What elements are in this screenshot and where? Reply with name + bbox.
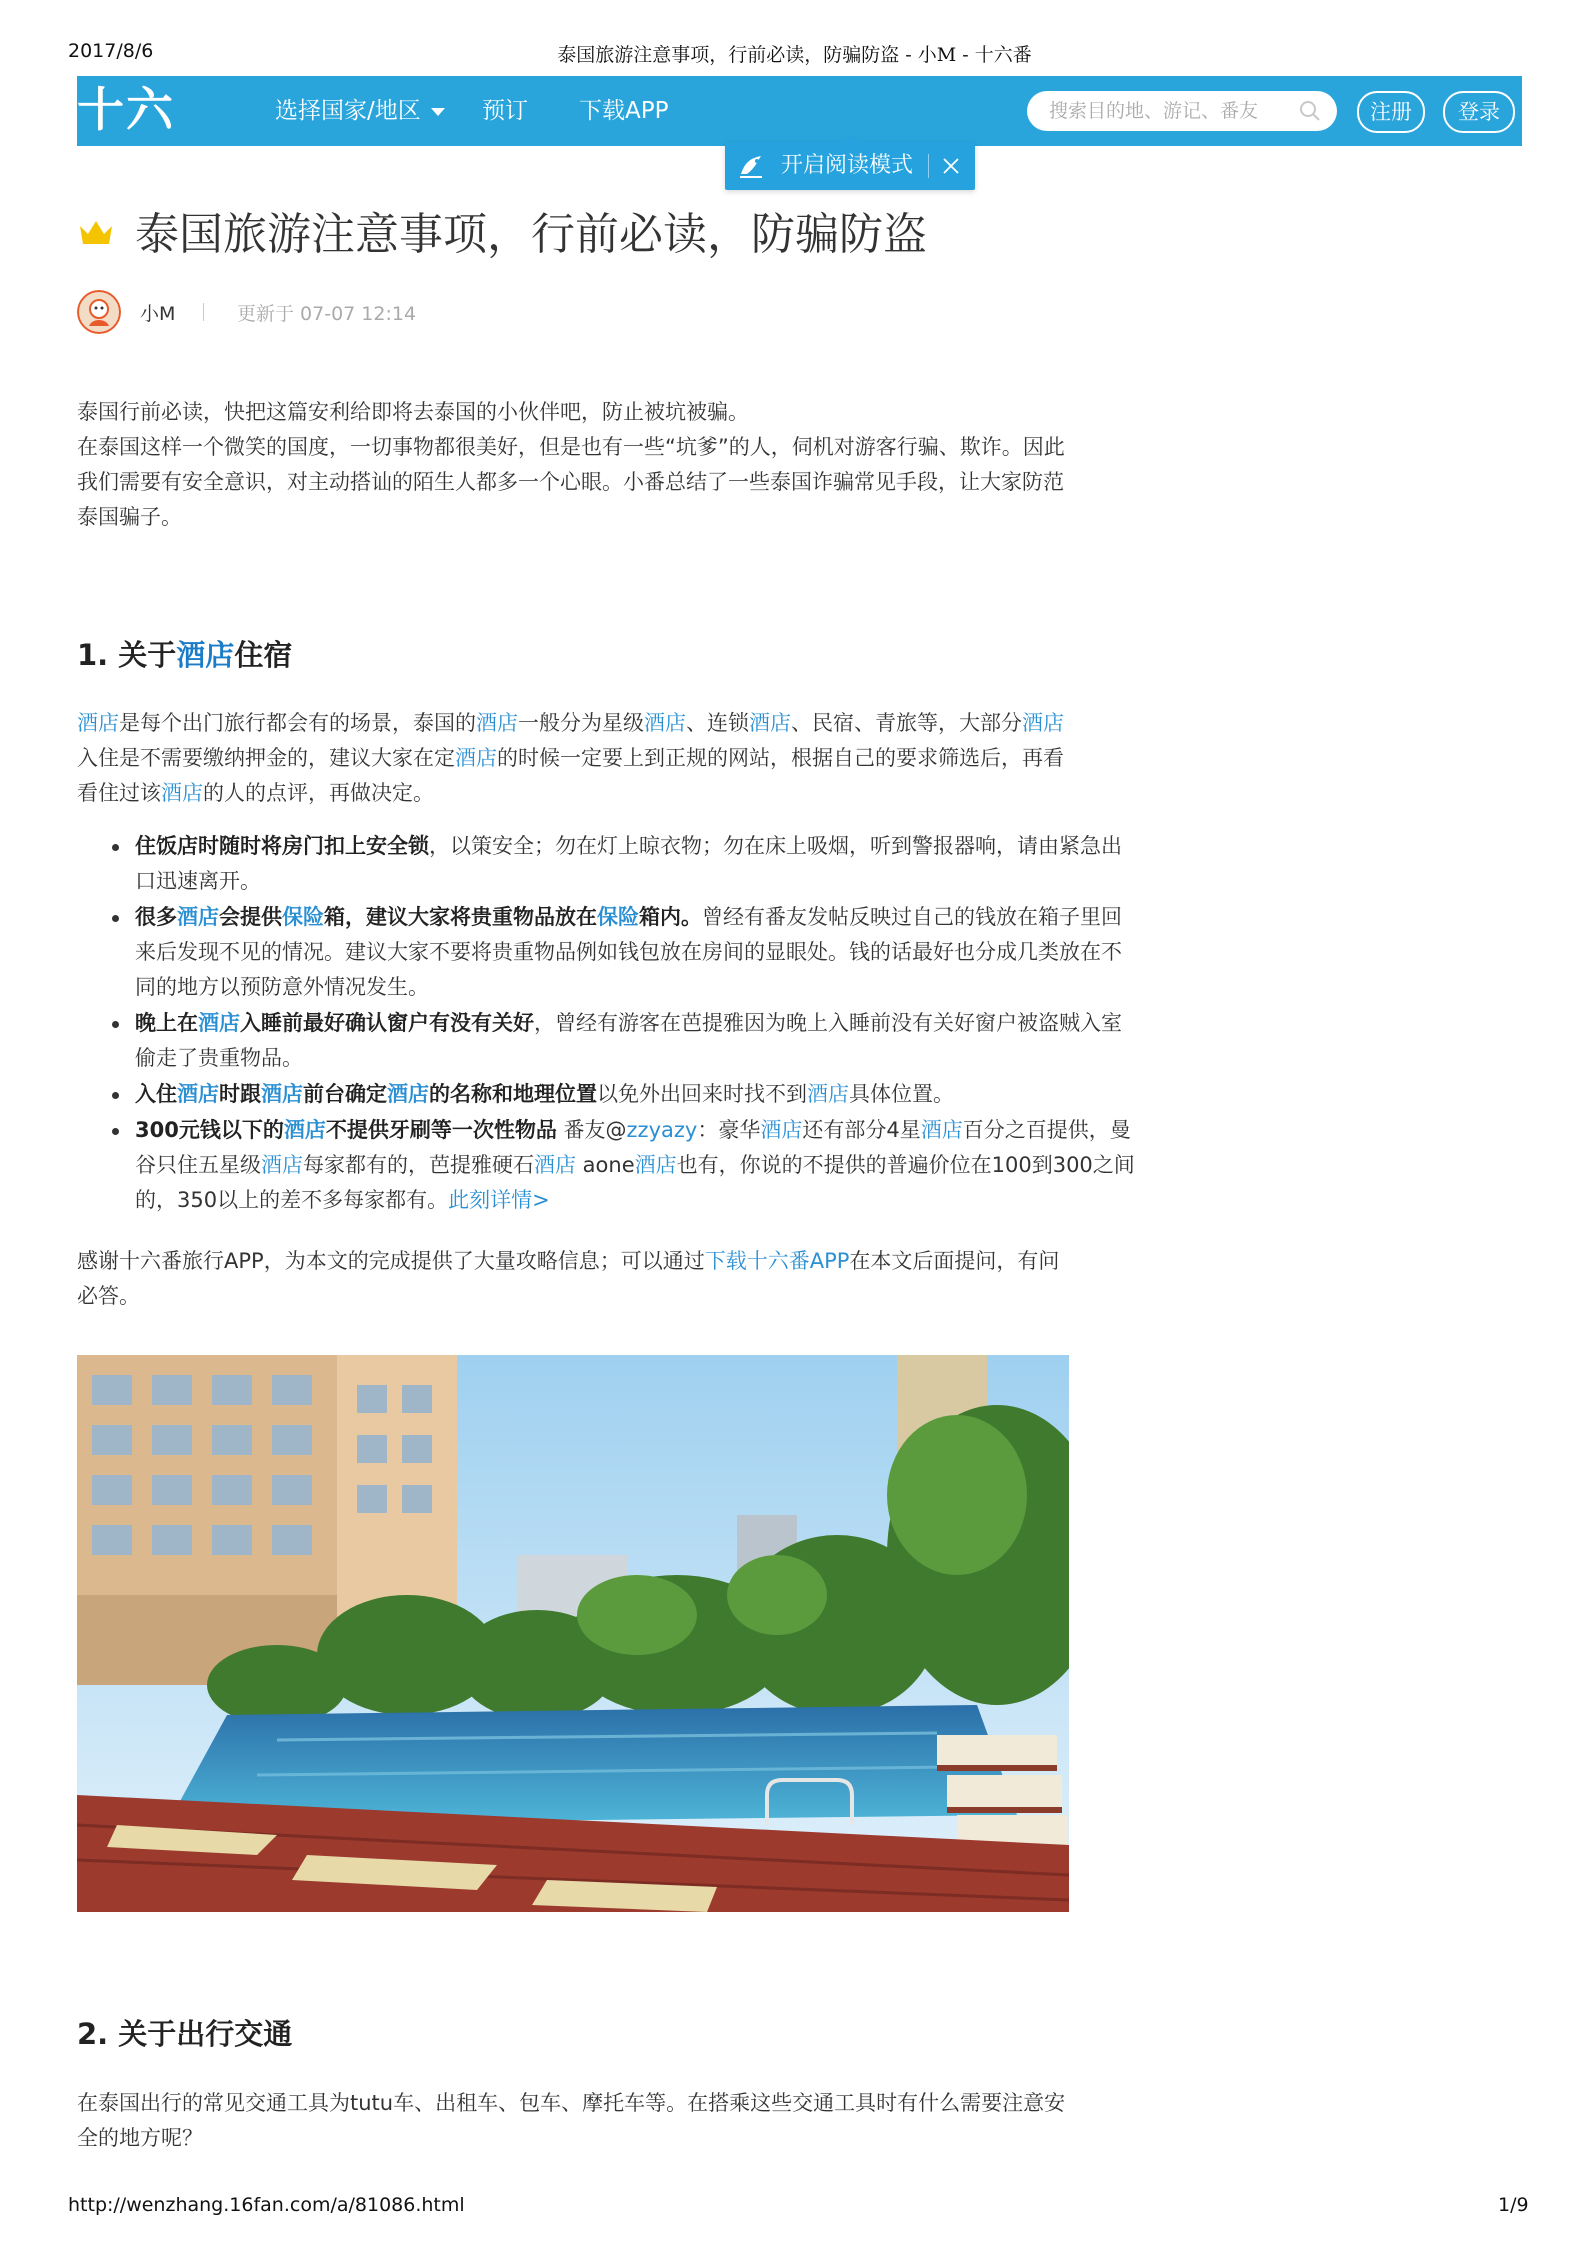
text: aone [576,1153,635,1177]
reader-mode-popup [725,142,975,190]
tip-text: ，以策安全；勿在灯上晾衣物；勿在床上吸烟，听到警报器响，请由紧急出口迅速离开。 [135,834,1122,893]
text: 箱内。 [639,905,702,929]
text: 是每个出门旅行都会有的场景，泰国的 [119,711,476,735]
text: 、连锁 [686,711,749,735]
tip-bold [135,905,702,929]
author-name[interactable]: 小M [140,303,176,325]
user-link[interactable]: zzyazy [626,1118,698,1142]
text: ：豪华 [697,1118,761,1142]
keyword-link[interactable]: 酒店 [920,1118,963,1142]
hotel-pool-photo [77,1355,1069,1912]
divider [928,154,929,178]
section-heading-hotel [77,635,292,675]
text: 入住 [135,1082,177,1106]
intro-paragraph: 泰国行前必读，快把这篇安利给即将去泰国的小伙伴吧，防止被坑被骗。 [77,400,749,424]
keyword-link[interactable]: 酒店 [177,1082,219,1106]
print-date: 2017/8/6 [68,40,154,62]
keyword-link[interactable]: 酒店 [283,1118,326,1142]
keyword-link[interactable]: 酒店 [807,1082,849,1106]
text: 每家都有的，芭提雅硬石 [303,1153,534,1177]
download-app-link[interactable]: 下载十六番APP [704,1249,850,1273]
text: 入住是不需要缴纳押金的，建议大家在定 [77,746,455,770]
text: 一般分为星级 [518,711,644,735]
close-icon[interactable] [939,154,963,178]
login-button[interactable]: 登录 [1443,91,1515,133]
keyword-link[interactable]: 酒店 [644,711,686,735]
crown-icon [78,218,114,248]
print-page-number: 1/9 [1498,2194,1529,2216]
keyword-link[interactable]: 酒店 [476,711,518,735]
more-details-link[interactable]: 此刻详情> [448,1188,550,1212]
tip-text: 曾经有番友发帖反映过自己的钱放在箱子里回来后发现不见的情况。建议大家不要将贵重物品例如钱包放在房间的显眼处。钱的话最好也分成几类放在不同的地方以预防意外情况发生。 [135,905,1122,999]
text: 感谢十六番旅行APP，为本文的完成提供了大量攻略信息；可以通过 [77,1249,705,1273]
text: 的时候一定要上到正规的网站，根据自己的要求筛选后，再看看住过该 [77,746,1064,805]
tip-bold [135,1082,597,1106]
photo-illustration [77,1355,1069,1912]
text: 箱，建议大家将贵重物品放在 [324,905,597,929]
keyword-link[interactable]: 酒店 [534,1153,576,1177]
divider [203,303,204,321]
keyword-link[interactable]: 保险 [597,905,639,929]
text: 不提供牙刷等一次性物品 [325,1118,557,1142]
print-header [0,40,1589,70]
transport-paragraph: 在泰国出行的常见交通工具为tutu车、出租车、包车、摩托车等。在搭乘这些交通工具时有什么需要注意安全的地方呢？ [77,2091,1066,2150]
text: 300元钱以下的 [135,1118,284,1142]
text: 的人的点评，再做决定。 [203,781,434,805]
list-item [135,829,1135,899]
article-title: 泰国旅游注意事项，行前必读，防骗防盗 [135,209,927,260]
print-url: http://wenzhang.16fan.com/a/81086.html [68,2194,465,2216]
text: 在本文后面提问，有问必答。 [77,1249,1060,1308]
text: 也有，你说的不提供的普遍价位在100到300之间的，350以上的差不多每家都有。 [135,1153,1135,1212]
text: 时跟 [219,1082,261,1106]
nav-country-select[interactable] [275,76,445,146]
keyword-link[interactable]: 酒店 [760,1118,803,1142]
text: 入睡前最好确认窗户有没有关好 [240,1011,534,1035]
keyword-link[interactable]: 酒店 [161,781,203,805]
keyword-link[interactable]: 酒店 [177,905,219,929]
keyword-link[interactable]: 酒店 [198,1011,240,1035]
article-intro [77,395,1067,535]
updated-time: 更新于 07-07 12:14 [237,303,417,325]
keyword-link[interactable]: 酒店 [261,1082,303,1106]
nav-country-label: 选择国家/地区 [275,98,421,124]
thanks-paragraph [77,1244,1067,1314]
heading-text: 住宿 [234,638,293,672]
keyword-link[interactable]: 酒店 [387,1082,429,1106]
text: 前台确定 [303,1082,387,1106]
text: 以免外出回来时找不到 [597,1082,807,1106]
list-item [135,1006,1135,1076]
text: 百分之百提供，曼谷只住五星级 [135,1118,1131,1177]
hotel-paragraph [77,706,1067,811]
keyword-link[interactable]: 酒店 [455,746,497,770]
search-input[interactable] [1049,91,1299,131]
heading-keyword-link[interactable]: 酒店 [176,638,235,672]
tip-bold [135,1011,534,1035]
site-logo[interactable]: 十六番 [77,83,175,200]
author-avatar[interactable] [77,290,121,334]
keyword-link[interactable]: 酒店 [261,1153,303,1177]
avatar-icon [77,290,121,334]
keyword-link[interactable]: 酒店 [749,711,791,735]
text: 很多 [135,905,177,929]
text: 番友@ [556,1118,627,1142]
search-icon[interactable] [1299,100,1321,122]
tip-bold: 住饭店时随时将房门扣上安全锁 [135,834,429,858]
reader-mode-icon [737,152,765,180]
text: 晚上在 [135,1011,198,1035]
register-button[interactable]: 注册 [1357,91,1425,133]
keyword-link[interactable]: 酒店 [77,711,119,735]
section-heading-transport: 2. 关于出行交通 [77,2017,293,2051]
hotel-tips-list [77,829,1135,1219]
text: 的名称和地理位置 [429,1082,597,1106]
keyword-link[interactable]: 酒店 [1022,711,1064,735]
search-box [1027,91,1337,131]
text: 会提供 [219,905,282,929]
list-item [135,900,1135,1005]
caret-down-icon [431,108,445,116]
intro-paragraph: 在泰国这样一个微笑的国度，一切事物都很美好，但是也有一些“坑爹”的人，伺机对游客行骗、欺诈。因此我们需要有安全意识，对主动搭讪的陌生人都多一个心眼。小番总结了一些泰国诈骗常见手段，让大家防范泰国骗子。 [77,435,1065,529]
keyword-link[interactable]: 酒店 [634,1153,677,1177]
keyword-link[interactable]: 保险 [282,905,324,929]
nav-download-app[interactable]: 下载APP [579,98,669,124]
heading-text: 1. 关于 [77,638,177,672]
print-doc-title: 泰国旅游注意事项，行前必读，防骗防盗 - 小M - 十六番 [557,44,1032,66]
list-item [135,1113,1135,1218]
text: 具体位置。 [849,1082,954,1106]
nav-booking[interactable]: 预订 [482,98,528,124]
tip-bold [135,1118,557,1142]
text: 、民宿、青旅等，大部分 [791,711,1022,735]
tip-text: ，曾经有游客在芭提雅因为晚上入睡前没有关好窗户被盗贼入室偷走了贵重物品。 [135,1011,1122,1070]
text: 还有部分4星 [802,1118,921,1142]
reader-mode-button[interactable]: 开启阅读模式 [781,153,914,178]
list-item [135,1077,1135,1112]
